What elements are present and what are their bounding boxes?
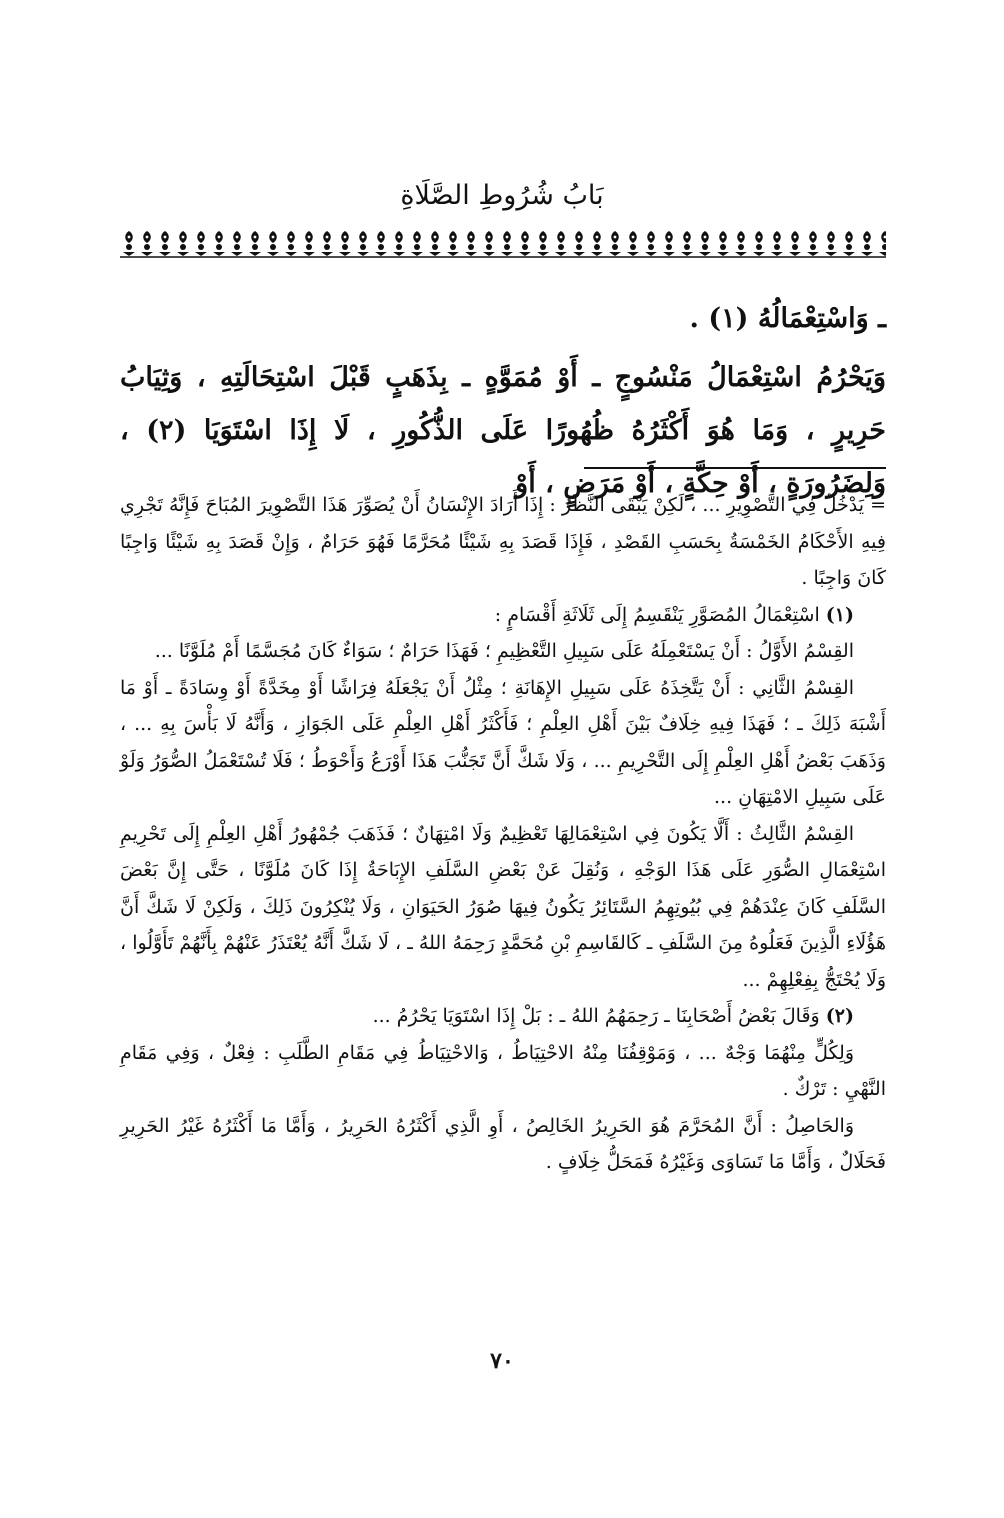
- footnote-1-part-2: القِسْمُ الثَّانِي : أَنْ يَتَّخِذَهُ عَلَى سَبِيلِ الإِهَانَةِ ؛ مِثْلُ أَنْ يَجْعَلَهُ فِرَاشًا أَوْ مِخَدَّةً أَوْ وِسَادَةً ـ أَوْ مَا أَشْبَهَ ذَلِكَ ـ ؛ فَهَذَا فِيهِ خِلَافٌ بَيْنَ أَهْلِ العِلْمِ ؛ فَأَكْثَرُ أَهْلِ العِلْمِ عَلَى الجَوَازِ ، وَأَنَّهُ لَا بَأْسَ بِهِ ... ، وَذَهَبَ بَعْضُ أَهْلِ العِلْمِ إِلَى التَّحْرِيمِ ... ، وَلَا شَكَّ أَنَّ تَجَنُّبَ هَذَا أَوْرَعُ وَأَحْوَطُ ؛ فَلَا تُسْتَعْمَلُ الصُّوَرُ وَلَوْ عَلَى سَبِيلِ الامْتِهَانِ ...: [120, 676, 886, 808]
- main-paragraph: وَيَحْرُمُ اسْتِعْمَالُ مَنْسُوجٍ ـ أَوْ مُمَوَّهٍ ـ بِذَهَبٍ قَبْلَ اسْتِحَالَتِهِ ، وَثِيَابُ حَرِيرٍ ، وَمَا هُوَ أَكْثَرُهُ ظُهُورًا عَلَى الذُّكُورِ ، لَا إِذَا اسْتَوَيَا (٢) ، وَلِضَرُورَةٍ ، أَوْ حِكَّةٍ ، أَوْ مَرَضٍ ، أَوْ: [120, 362, 886, 499]
- footnote-1-number: (١): [825, 603, 854, 626]
- footnote-2: [120, 998, 886, 1035]
- footnote-2-para-3: وَالحَاصِلُ : أَنَّ المُحَرَّمَ هُوَ الحَرِيرُ الخَالِصُ ، أَوِ الَّذِي أَكْثَرُهُ الحَرِيرُ ، وَأَمَّا مَا أَكْثَرُهُ غَيْرُ الحَرِيرِ فَحَلَالٌ ، وَأَمَّا مَا تَسَاوَى وَغَيْرُهُ فَمَحَلُّ خِلَافٍ .: [120, 1114, 886, 1173]
- footnote-2-text: وَقَالَ بَعْضُ أَصْحَابِنَا ـ رَحِمَهُمُ اللهُ ـ : بَلْ إِذَا اسْتَوَيَا يَحْرُمُ ...: [372, 1005, 820, 1027]
- footnotes: [120, 487, 886, 1181]
- footnote-1-part-1: القِسْمُ الأَوَّلُ : أَنْ يَسْتَعْمِلَهُ عَلَى سَبِيلِ التَّعْظِيمِ ؛ فَهَذَا حَرَامٌ ؛ سَوَاءٌ كَانَ مُجَسَّمًا أَمْ مُلَوَّنًا ...: [154, 640, 854, 662]
- footnote-2-para-2: وَلِكُلٍّ مِنْهُمَا وَجْهٌ ... ، وَمَوْقِفُنَا مِنْهُ الاحْتِيَاطُ ، وَالاحْتِيَاطُ فِي مَقَامِ الطَّلَبِ : فِعْلٌ ، وَفِي مَقَامِ النَّهْيِ : تَرْكٌ .: [120, 1041, 886, 1100]
- footnote-1: [120, 597, 886, 634]
- footnote-1-part-3: القِسْمُ الثَّالِثُ : أَلَّا يَكُونَ فِي اسْتِعْمَالِهَا تَعْظِيمٌ وَلَا امْتِهَانٌ ؛ فَذَهَبَ جُمْهُورُ أَهْلِ العِلْمِ إِلَى تَحْرِيمِ اسْتِعْمَالِ الصُّوَرِ عَلَى هَذَا الوَجْهِ ، وَنُقِلَ عَنْ بَعْضِ السَّلَفِ الإِبَاحَةُ إِذَا كَانَ مُلَوَّنًا ، حَتَّى إِنَّ بَعْضَ السَّلَفِ كَانَ عِنْدَهُمْ فِي بُيُوتِهِمُ السَّتَائِرُ يَكُونُ فِيهَا صُوَرُ الحَيَوَانِ ، وَلَا يُنْكِرُونَ ذَلِكَ ، وَلَكِنْ لَا شَكَّ أَنَّ هَؤُلَاءِ الَّذِينَ فَعَلُوهُ مِنَ السَّلَفِ ـ كَالقَاسِمِ بْنِ مُحَمَّدٍ رَحِمَهُ اللهُ ـ ، لَا شَكَّ أَنَّهُ يُعْتَذَرُ عَنْهُمْ بِأَنَّهُمْ تَأَوَّلُوا ، وَلَا يُحْتَجُّ بِفِعْلِهِمْ ...: [120, 822, 886, 991]
- main-text: [120, 292, 886, 510]
- page-number: ٧٠: [490, 1348, 514, 1374]
- decorative-border-ornament: [120, 228, 886, 258]
- footnote-2-number: (٢): [825, 1005, 854, 1027]
- footnote-1-text: اسْتِعْمَالُ المُصَوَّرِ يَنْقَسِمُ إِلَى ثَلَاثَةِ أَقْسَامٍ :: [494, 603, 820, 626]
- footnote-continuation: = يَدْخُلُ فِي التَّصْوِيرِ ... ، لَكِنْ يَبْقَى النَّظَرُ : إِذَا أَرَادَ الإِنْسَانُ أَنْ يُصَوِّرَ هَذَا التَّصْوِيرَ المُبَاحَ فَإِنَّهُ تَجْرِي فِيهِ الأَحْكَامُ الخَمْسَةُ بِحَسَبِ القَصْدِ ، فَإِذَا قَصَدَ بِهِ شَيْئًا مُحَرَّمًا فَهُوَ حَرَامٌ ، وَإِنْ قَصَدَ بِهِ شَيْئًا وَاجِبًا كَانَ وَاجِبًا .: [120, 494, 886, 589]
- footnote-separator: [584, 467, 886, 469]
- main-lead-line: ـ وَاسْتِعْمَالُهُ (١) .: [689, 303, 886, 334]
- chapter-title: بَابُ شُرُوطِ الصَّلَاةِ: [400, 180, 604, 211]
